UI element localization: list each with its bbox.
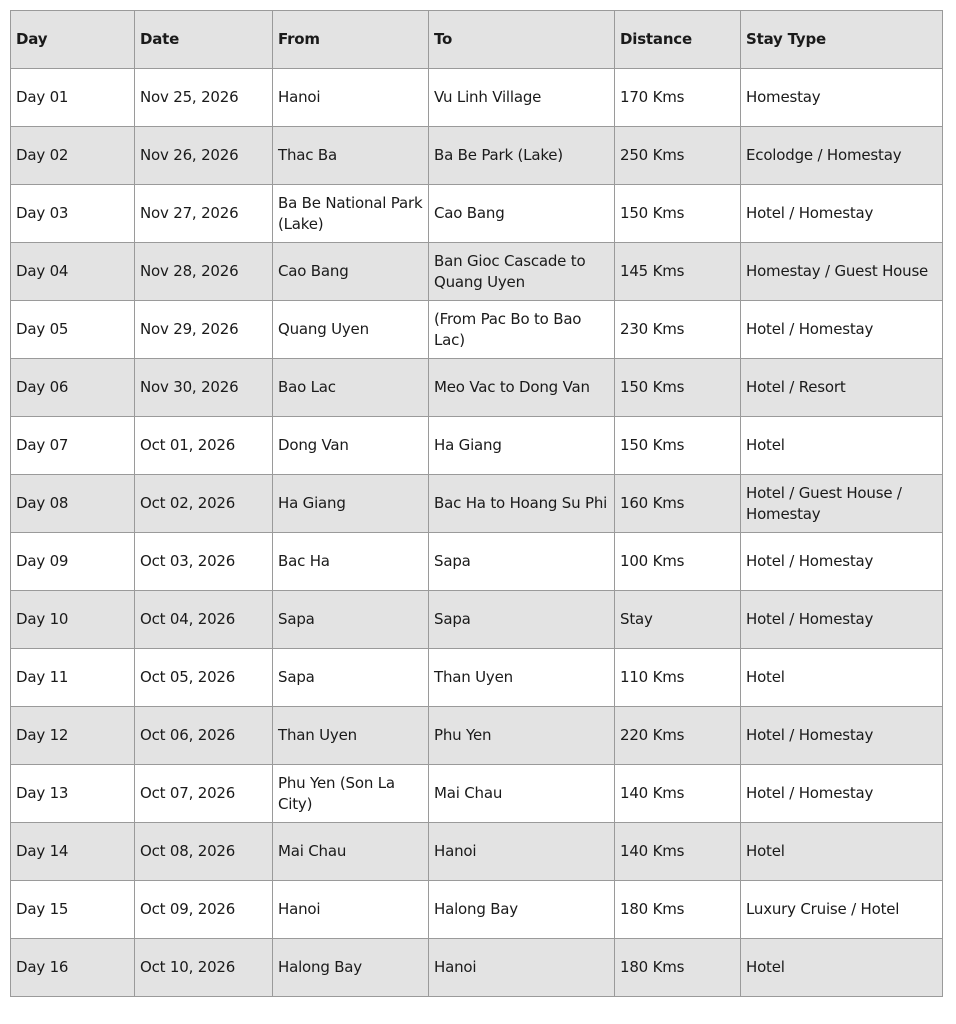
cell-date: Oct 08, 2026	[135, 823, 273, 881]
cell-to: Than Uyen	[429, 649, 615, 707]
cell-stay-type: Hotel	[741, 939, 943, 997]
cell-from: Phu Yen (Son La City)	[273, 765, 429, 823]
cell-stay-type: Hotel / Homestay	[741, 765, 943, 823]
cell-stay-type: Hotel	[741, 649, 943, 707]
cell-from: Mai Chau	[273, 823, 429, 881]
cell-to: Halong Bay	[429, 881, 615, 939]
cell-stay-type: Hotel	[741, 417, 943, 475]
cell-stay-type: Hotel / Homestay	[741, 707, 943, 765]
cell-stay-type: Homestay / Guest House	[741, 243, 943, 301]
cell-to: Meo Vac to Dong Van	[429, 359, 615, 417]
column-header-to: To	[429, 11, 615, 69]
table-row	[11, 243, 943, 301]
header-row	[11, 11, 943, 69]
cell-date: Nov 28, 2026	[135, 243, 273, 301]
cell-distance: 180 Kms	[615, 939, 741, 997]
column-header-day: Day	[11, 11, 135, 69]
column-header-date: Date	[135, 11, 273, 69]
cell-stay-type: Luxury Cruise / Hotel	[741, 881, 943, 939]
cell-distance: 140 Kms	[615, 823, 741, 881]
cell-date: Nov 26, 2026	[135, 127, 273, 185]
cell-distance: 160 Kms	[615, 475, 741, 533]
cell-from: Bao Lac	[273, 359, 429, 417]
cell-stay-type: Hotel / Homestay	[741, 301, 943, 359]
table-body	[11, 69, 943, 997]
cell-date: Nov 29, 2026	[135, 301, 273, 359]
cell-stay-type: Hotel / Homestay	[741, 185, 943, 243]
cell-day: Day 02	[11, 127, 135, 185]
cell-date: Oct 10, 2026	[135, 939, 273, 997]
cell-stay-type: Hotel / Homestay	[741, 533, 943, 591]
cell-date: Oct 03, 2026	[135, 533, 273, 591]
itinerary-table	[10, 10, 943, 997]
cell-stay-type: Ecolodge / Homestay	[741, 127, 943, 185]
cell-from: Ha Giang	[273, 475, 429, 533]
cell-day: Day 05	[11, 301, 135, 359]
cell-to: Mai Chau	[429, 765, 615, 823]
cell-from: Halong Bay	[273, 939, 429, 997]
cell-distance: 110 Kms	[615, 649, 741, 707]
table-row	[11, 823, 943, 881]
cell-day: Day 09	[11, 533, 135, 591]
cell-date: Oct 02, 2026	[135, 475, 273, 533]
cell-distance: 250 Kms	[615, 127, 741, 185]
cell-from: Cao Bang	[273, 243, 429, 301]
cell-to: Hanoi	[429, 939, 615, 997]
cell-distance: 220 Kms	[615, 707, 741, 765]
column-header-stay-type: Stay Type	[741, 11, 943, 69]
cell-distance: Stay	[615, 591, 741, 649]
cell-date: Oct 05, 2026	[135, 649, 273, 707]
cell-to: Ban Gioc Cascade to Quang Uyen	[429, 243, 615, 301]
cell-from: Than Uyen	[273, 707, 429, 765]
cell-distance: 150 Kms	[615, 359, 741, 417]
table-row	[11, 301, 943, 359]
cell-stay-type: Hotel / Resort	[741, 359, 943, 417]
cell-date: Oct 07, 2026	[135, 765, 273, 823]
table-row	[11, 649, 943, 707]
cell-to: Sapa	[429, 591, 615, 649]
cell-date: Nov 25, 2026	[135, 69, 273, 127]
cell-distance: 180 Kms	[615, 881, 741, 939]
cell-day: Day 03	[11, 185, 135, 243]
table-row	[11, 417, 943, 475]
cell-to: (From Pac Bo to Bao Lac)	[429, 301, 615, 359]
cell-distance: 170 Kms	[615, 69, 741, 127]
cell-stay-type: Hotel	[741, 823, 943, 881]
table-row	[11, 127, 943, 185]
cell-date: Oct 09, 2026	[135, 881, 273, 939]
cell-date: Nov 27, 2026	[135, 185, 273, 243]
cell-to: Phu Yen	[429, 707, 615, 765]
table-row	[11, 69, 943, 127]
table-row	[11, 185, 943, 243]
cell-distance: 150 Kms	[615, 417, 741, 475]
cell-from: Quang Uyen	[273, 301, 429, 359]
cell-stay-type: Hotel / Homestay	[741, 591, 943, 649]
table-row	[11, 765, 943, 823]
cell-from: Bac Ha	[273, 533, 429, 591]
cell-distance: 145 Kms	[615, 243, 741, 301]
cell-day: Day 04	[11, 243, 135, 301]
cell-day: Day 12	[11, 707, 135, 765]
cell-date: Oct 06, 2026	[135, 707, 273, 765]
table-row	[11, 475, 943, 533]
cell-from: Sapa	[273, 591, 429, 649]
cell-to: Bac Ha to Hoang Su Phi	[429, 475, 615, 533]
cell-stay-type: Hotel / Guest House / Homestay	[741, 475, 943, 533]
cell-day: Day 13	[11, 765, 135, 823]
cell-stay-type: Homestay	[741, 69, 943, 127]
table-row	[11, 591, 943, 649]
cell-day: Day 07	[11, 417, 135, 475]
column-header-from: From	[273, 11, 429, 69]
cell-to: Ba Be Park (Lake)	[429, 127, 615, 185]
table-row	[11, 707, 943, 765]
cell-to: Cao Bang	[429, 185, 615, 243]
cell-from: Hanoi	[273, 69, 429, 127]
table-row	[11, 359, 943, 417]
cell-from: Ba Be National Park (Lake)	[273, 185, 429, 243]
cell-to: Sapa	[429, 533, 615, 591]
table-row	[11, 881, 943, 939]
cell-from: Hanoi	[273, 881, 429, 939]
table-row	[11, 533, 943, 591]
cell-to: Vu Linh Village	[429, 69, 615, 127]
cell-date: Nov 30, 2026	[135, 359, 273, 417]
cell-to: Hanoi	[429, 823, 615, 881]
cell-date: Oct 04, 2026	[135, 591, 273, 649]
table-header	[11, 11, 943, 69]
cell-distance: 230 Kms	[615, 301, 741, 359]
cell-day: Day 15	[11, 881, 135, 939]
cell-from: Sapa	[273, 649, 429, 707]
cell-day: Day 08	[11, 475, 135, 533]
cell-to: Ha Giang	[429, 417, 615, 475]
cell-day: Day 16	[11, 939, 135, 997]
table-row	[11, 939, 943, 997]
cell-from: Thac Ba	[273, 127, 429, 185]
cell-distance: 150 Kms	[615, 185, 741, 243]
cell-from: Dong Van	[273, 417, 429, 475]
column-header-distance: Distance	[615, 11, 741, 69]
cell-distance: 100 Kms	[615, 533, 741, 591]
cell-day: Day 10	[11, 591, 135, 649]
cell-distance: 140 Kms	[615, 765, 741, 823]
cell-day: Day 06	[11, 359, 135, 417]
cell-day: Day 14	[11, 823, 135, 881]
cell-date: Oct 01, 2026	[135, 417, 273, 475]
cell-day: Day 01	[11, 69, 135, 127]
cell-day: Day 11	[11, 649, 135, 707]
